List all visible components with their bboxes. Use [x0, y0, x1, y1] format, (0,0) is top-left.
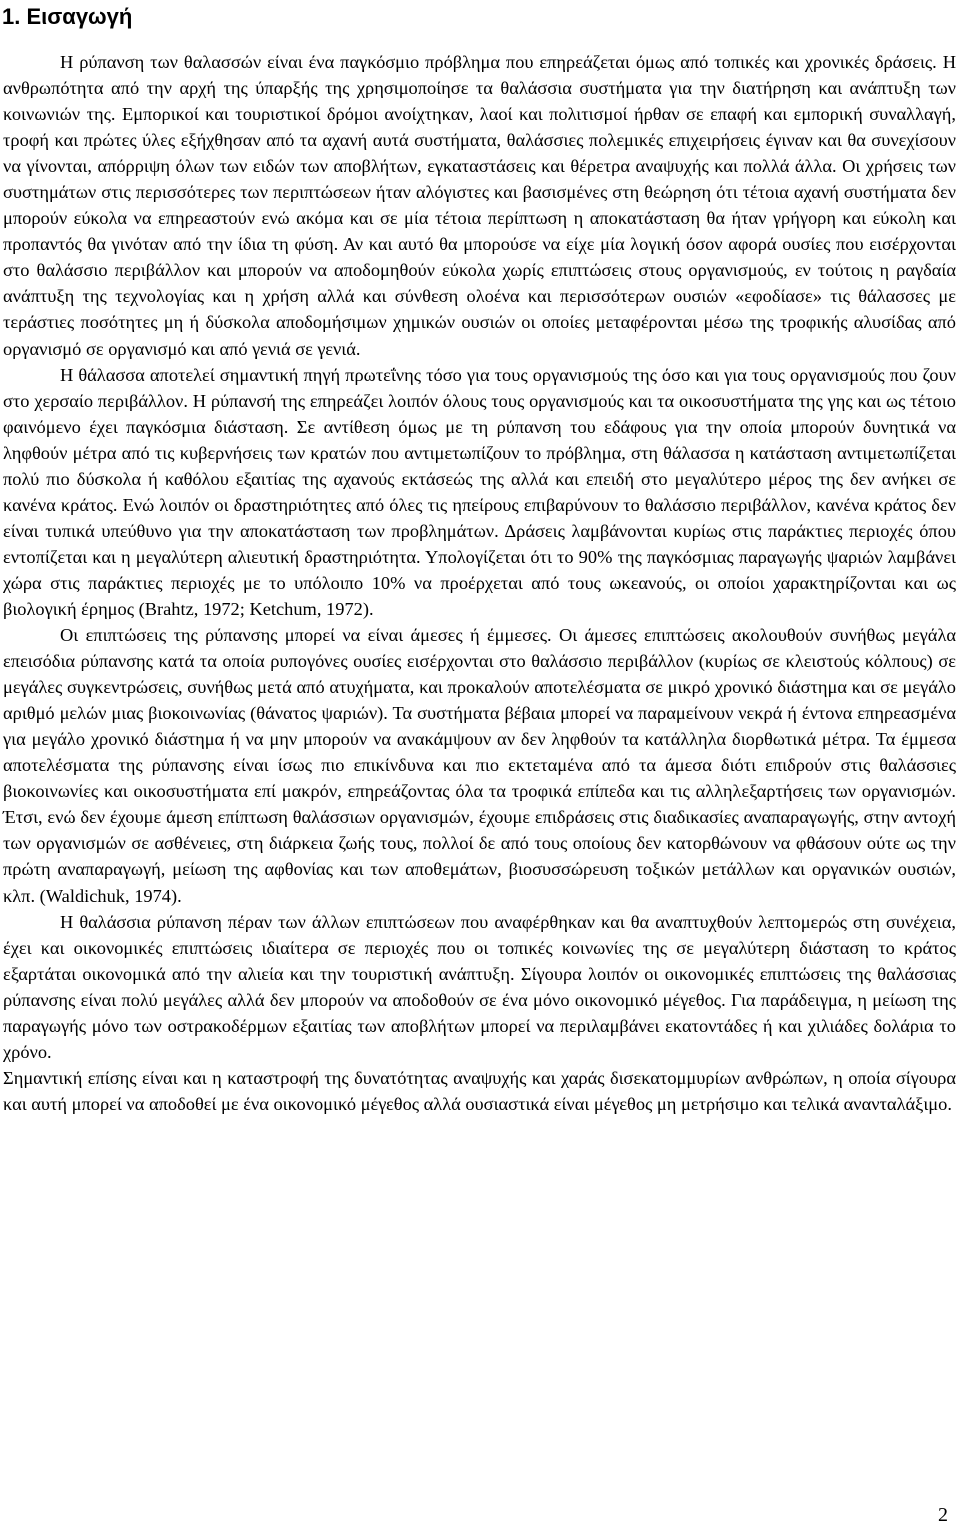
page-number: 2	[938, 1504, 948, 1526]
paragraph-recreation: Σημαντική επίσης είναι και η καταστροφή της δυνατότητας αναψυχής και χαράς δισεκατομμυρίων ανθρώπων, η οποία σίγουρα και αυτή μπορεί να αποδοθεί με ένα οικονομικό μέγεθος αλλά ουσιαστικά είναι μέγεθος μη μετρήσιμο και τελικά ανανταλάξιμο.	[3, 1067, 956, 1114]
paragraph-intro: Η ρύπανση των θαλασσών είναι ένα παγκόσμιο πρόβλημα που επηρεάζεται όμως από τοπικές και χρονικές δράσεις. Η ανθρωπότητα από την αρχή της ύπαρξής της χρησιμοποίησε τα θαλάσσια συστήματα για την διατήρηση και ανάπτυξη των κοινωνιών της. Εμπορικοί και τουριστικοί δρόμοι ανοίχτηκαν, λαοί και πολιτισμοί ήρθαν σε επαφή και εμπορική συναλλαγή, τροφή και πρώτες ύλες εξήχθησαν από τα αχανή αυτά συστήματα, θαλάσσιες πολεμικές επιχειρήσεις έγιναν και θα συνεχίσουν να γίνονται, απόρριψη όλων των ειδών των αποβλήτων, εγκαταστάσεις και θέρετρα αναψυχής και πολλά άλλα. Οι χρήσεις των συστημάτων στις περισσότερες των περιπτώσεων ήταν αλόγιστες και βασισμένες στη θεώρηση ότι τέτοια αχανή συστήματα δεν μπορούν εύκολα να επηρεαστούν ενώ ακόμα και σε μία τέτοια περίπτωση η αποκατάσταση θα ήταν γρήγορη και εύκολη και προπαντός θα γινόταν από την ίδια τη φύση. Αν και αυτό θα μπορούσε να είχε μία λογική όσον αφορά ουσίες που εισέρχονται στο θαλάσσιο περιβάλλον και μπορούν να αποδομηθούν εύκολα χωρίς επιπτώσεις στους οργανισμούς, εν τούτοις η ραγδαία ανάπτυξη της τεχνολογίας και η χρήση αλλά και σύνθεση ολοένα και περισσότερων ουσιών «εφοδίασε» τις θάλασσες με τεράστιες ποσότητες μη ή δύσκολα αποδομήσιμων χημικών ουσιών οι οποίες μεταφέρονται μέσω της τροφικής αλυσίδας από οργανισμό σε οργανισμό και από γενιά σε γενιά.	[3, 52, 956, 359]
body-text	[3, 49, 956, 1117]
paragraph-pollution-effects: Οι επιπτώσεις της ρύπανσης μπορεί να είναι άμεσες ή έμμεσες. Οι άμεσες επιπτώσεις ακολουθούν συνήθως μεγάλα επεισόδια ρύπανσης κατά τα οποία ρυπογόνες ουσίες εισέρχονται στο θαλάσσιο περιβάλλον (κυρίως σε κλειστούς κόλπους) σε μεγάλες συγκεντρώσεις, συνήθως μετά από ατυχήματα, και προκαλούν αποτελέσματα σε μικρό χρονικό διάστημα και σε μεγάλο αριθμό μελών μιας βιοκοινωνίας (θάνατος ψαριών). Τα συστήματα βέβαια μπορεί να παραμείνουν νεκρά ή έντονα επηρεασμένα για μεγάλο χρονικό διάστημα ή να μην μπορούν να ανακάμψουν αν δεν ληφθούν τα κατάλληλα διορθωτικά μέτρα. Τα έμμεσα αποτελέσματα της ρύπανσης είναι ίσως πιο επικίνδυνα και πιο εκτεταμένα από τα άμεσα διότι επιδρούν στις θαλάσσιες βιοκοινωνίες και οικοσυστήματα επί μακρόν, επηρεάζοντας όλα τα τροφικά επίπεδα και τις αλληλεξαρτήσεις των οργανισμών. Έτσι, ενώ δεν έχουμε άμεση επίπτωση θαλάσσιων οργανισμών, έχουμε επιδράσεις στις διαδικασίες αναπαραγωγής, στην αντοχή των οργανισμών σε ασθένειες, στη διάρκεια ζωής τους, πολλοί δε από τους οποίους δεν κατορθώνουν να φθάσουν ούτε ως την πρώτη αναπαραγωγή, μείωση της αφθονίας και των αποθεμάτων, βιοσυσσώρευση τοξικών μετάλλων και οργανικών ουσιών, κλπ. (Waldichuk, 1974).	[3, 625, 956, 906]
paragraph-economic-effects: Η θαλάσσια ρύπανση πέραν των άλλων επιπτώσεων που αναφέρθηκαν και θα αναπτυχθούν λεπτομερώς στη συνέχεια, έχει και οικονομικές επιπτώσεις ιδιαίτερα σε περιοχές που οι τοπικές κοινωνίες της σε μεγαλύτερη διάσταση το κράτος εξαρτάται οικονομικά από την αλιεία και την τουριστική ανάπτυξη. Σίγουρα λοιπόν οι οικονομικές επιπτώσεις της θαλάσσιας ρύπανσης είναι πολύ μεγάλες αλλά δεν μπορούν να αποδοθούν σε ένα μόνο οικονομικό μέγεθος. Για παράδειγμα, η μείωση της παραγωγής μόνο των οστρακοδέρμων εξαιτίας των αποβλήτων μπορεί να περιλαμβάνει εκατοντάδες ή και χιλιάδες δολάρια το χρόνο.	[3, 911, 956, 1062]
paragraph-protein-source: Η θάλασσα αποτελεί σημαντική πηγή πρωτεΐνης τόσο για τους οργανισμούς της όσο και για τους οργανισμούς που ζουν στο χερσαίο περιβάλλον. Η ρύπανσή της επηρεάζει λοιπόν όλους τους οργανισμούς και τα οικοσυστήματα της γης και ως τέτοιο φαινόμενο έχει παγκόσμια διάσταση. Σε αντίθεση όμως με τη ρύπανση του εδάφους για την οποία μπορούν δυνητικά να ληφθούν μέτρα από τις κυβερνήσεις των κρατών που αντιμετωπίζουν το πρόβλημα, στη θάλασσα η κατάσταση αντιμετωπίζεται πολύ πιο δύσκολα ή καθόλου εξαιτίας της αχανούς εκτάσεώς της αλλά και επειδή στο μεγαλύτερο μέρος της δεν ανήκει σε κανένα κράτος. Ενώ λοιπόν οι δραστηριότητες από όλες τις ηπείρους επιβαρύνουν το θαλάσσιο περιβάλλον, κανένα κράτος δεν είναι τυπικά υπεύθυνο για την αποκατάσταση των προβλημάτων. Δράσεις λαμβάνονται κυρίως στις παράκτιες περιοχές όπου εντοπίζεται και η μεγαλύτερη αλιευτική δραστηριότητα. Υπολογίζεται ότι το 90% της παγκόσμιας παραγωγής ψαριών λαμβάνει χώρα στις παράκτιες περιοχές με το υπόλοιπο 10% να προέρχεται από τους ωκεανούς, οι οποίοι χαρακτηρίζονται και ως βιολογική έρημος (Brahtz, 1972; Ketchum, 1972).	[3, 364, 956, 619]
section-heading: 1. Εισαγωγή	[2, 4, 133, 29]
